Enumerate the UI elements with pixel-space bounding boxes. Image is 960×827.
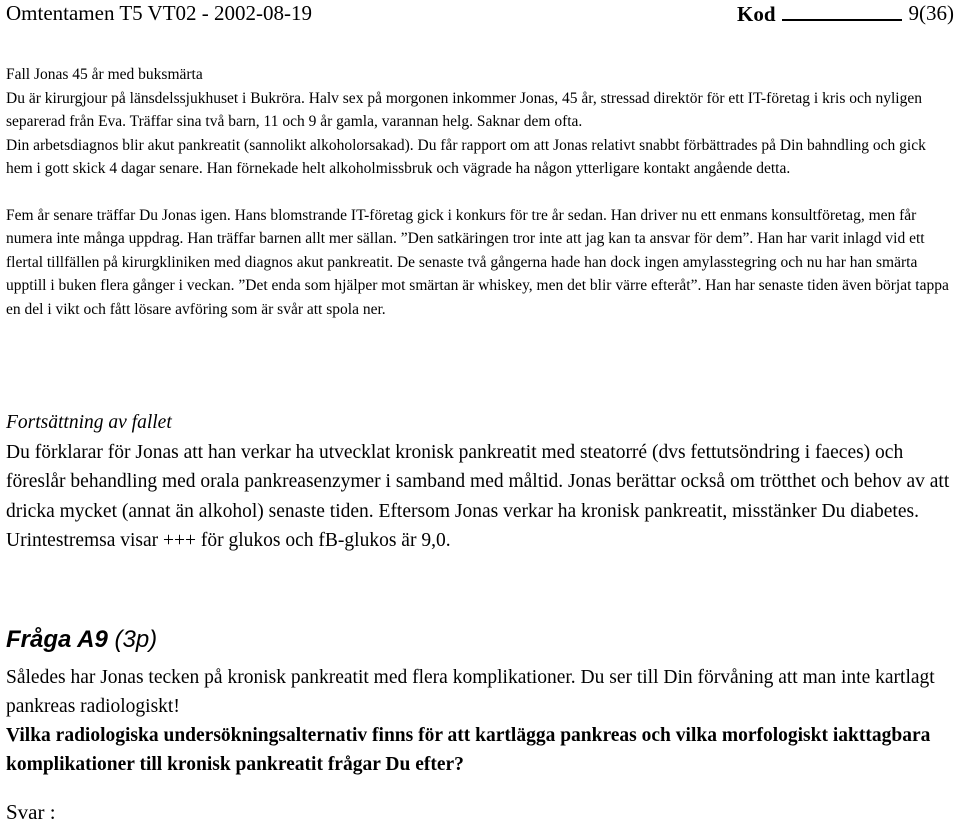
paragraph-gap [6,181,954,204]
question-block [6,623,956,779]
case-title: Fall Jonas 45 år med buksmärta [6,66,203,83]
code-field [737,0,902,27]
case-continuation [6,408,956,556]
case-followup: Fem år senare träffar Du Jonas igen. Hans blomstrande IT-företag gick i konkurs för tre år sedan. Han driver nu ett enmans konsultföretag, men får numera inte många uppdrag. Han träffar barnen allt mer sällan. ”Den satkäringen tror inte att jag kan ta ansvar för dem”. Han har varit inlagd vid ett flertal tillfällen på kirurgkliniken med diagnos akut pankreatit. De senaste två gångerna hade han dock ingen amylasstegring och nu har han smärta upptill i buken flera gånger i veckan. ”Det enda som hjälper mot smärtan är whiskey, men det blir värre efteråt”. Han har senaste tiden även börjat tappa en del i vikt och fått lösare avföring som är svår att spola ner. [6,206,949,318]
code-blank-line [782,0,902,21]
case-description [6,63,954,321]
question-name: Fråga A9 [6,626,108,653]
code-label: Kod [737,2,776,26]
question-points: (3p) [114,626,158,653]
exam-title: Omtentamen T5 VT02 - 2002-08-19 [6,1,313,25]
case-intro: Du är kirurgjour på länsdelssjukhuset i Bukröra. Halv sex på morgonen inkommer Jonas, 45 år, stressad direktör för ett IT-företag i kris och nyligen separerad från Eva. Träffar sina två barn, 11 och 9 år gamla, varannan helg. Saknar dem ofta. [6,89,922,130]
continuation-text: Du förklarar för Jonas att han verkar ha utvecklat kronisk pankreatit med steatorré (dvs fettutsöndring i faeces) och föreslår behandling med orala pankreasenzymer i samband med måltid. Jonas berättar också om trötthet och behov av att dricka mycket (annat än alkohol) senaste tiden. Eftersom Jonas verkar ha kronisk pankreatit, misstänker Du diabetes. Urintestremsa visar +++ för glukos och fB-glukos är 9,0. [6,441,950,551]
question-title [6,623,956,657]
continuation-heading: Fortsättning av fallet [6,412,172,433]
answer-label: Svar : [6,800,56,824]
case-diagnosis: Din arbetsdiagnos blir akut pankreatit (sannolikt alkoholorsakad). Du får rapport om att Jonas relativt snabbt förbättrades på Din bahndling och gick hem i gott skick 4 dagar senare. Han förnekade helt alkoholmissbruk och vägrade ha någon ytterligare kontakt angående detta. [6,136,926,177]
page-header [6,0,954,30]
page-number: 9(36) [908,1,954,25]
question-context: Således har Jonas tecken på kronisk pankreatit med flera komplikationer. Du ser till Din förvåning att man inte kartlagt pankreas radiologiskt! [6,667,935,717]
question-prompt: Vilka radiologiska undersökningsalternativ finns för att kartlägga pankreas och vilka morfologiskt iakttagbara komplikationer till kronisk pankreatit frågar Du efter? [6,725,931,775]
